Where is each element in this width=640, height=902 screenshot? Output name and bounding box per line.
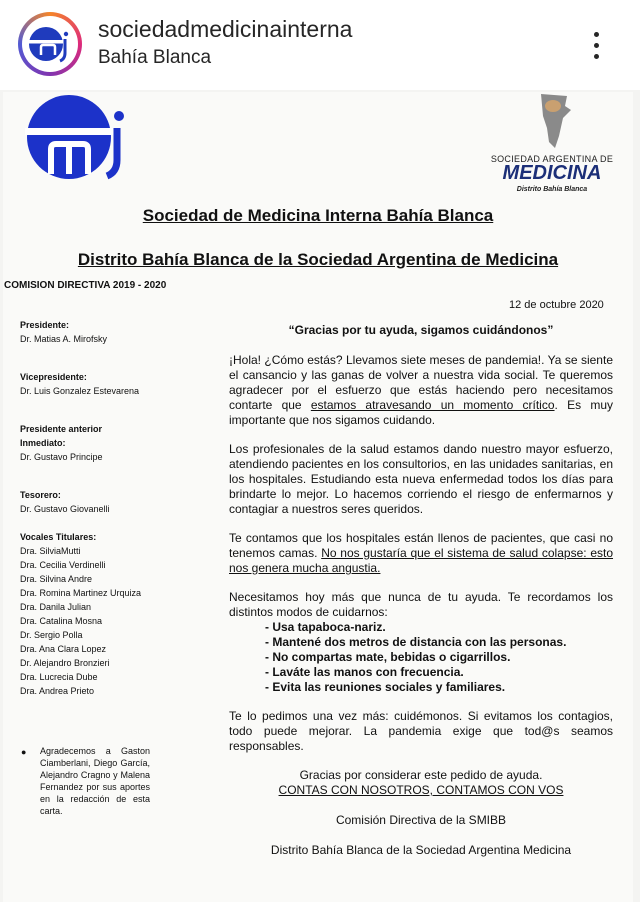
signature-2: Distrito Bahía Blanca de la Sociedad Argentina Medicina	[270, 843, 572, 857]
paragraph-5: Te lo pedimos una vez más: cuidémonos. Si evitamos los contagios, todo puede mejorar. La pandemia exige que tod@s seamos responsables.	[229, 709, 613, 753]
letter-quote: “Gracias por tu ayuda, sigamos cuidándonos”	[288, 323, 554, 337]
paragraph-text: . Es muy importante que nos sigamos cuidando.	[229, 398, 613, 427]
letter-title: Sociedad de Medicina Interna Bahía Blanca	[142, 206, 494, 225]
vocal-item: Dr. Sergio Polla	[20, 630, 83, 640]
bullet-icon: ●	[21, 747, 27, 757]
paragraph-1	[229, 353, 613, 428]
sam-line2: MEDICINA	[502, 162, 602, 184]
closing-slogan: CONTAS CON NOSOTROS, CONTAMOS CON VOS	[278, 783, 564, 797]
letter-page	[3, 92, 633, 902]
letter-subtitle: Distrito Bahía Blanca de la Sociedad Argentina de Medicina	[77, 250, 559, 269]
care-item: - No compartas mate, bebidas o cigarrillos.	[265, 650, 511, 664]
vocal-item: Dra. Catalina Mosna	[20, 616, 103, 626]
post-header	[0, 0, 640, 90]
username[interactable]: sociedadmedicinainterna	[98, 16, 353, 42]
sam-line3: Distrito Bahía Blanca	[516, 186, 588, 193]
vocal-item: Dra. Cecilia Verdinelli	[20, 560, 106, 570]
vocal-item: Dra. Danila Julian	[20, 602, 92, 612]
board-member: Dr. Luis Gonzalez Estevarena	[20, 386, 140, 396]
role-label: Vicepresidente:	[20, 372, 87, 382]
board-list	[20, 318, 155, 698]
letter-date: 12 de octubre 2020	[509, 299, 604, 311]
vocal-item: Dra. Andrea Prieto	[20, 686, 95, 696]
role-label: Presidente anterior	[20, 424, 103, 434]
closing-line: Gracias por considerar este pedido de ayuda.	[299, 768, 543, 782]
avatar-inner	[22, 16, 78, 72]
sam-line1: SOCIEDAD ARGENTINA DE	[490, 154, 614, 164]
argentina-map-icon	[533, 92, 575, 150]
care-list	[265, 620, 613, 695]
care-item: - Usa tapaboca-nariz.	[265, 620, 386, 634]
vocal-item: Dra. Romina Martinez Urquiza	[20, 588, 142, 598]
acknowledgement: Agradecemos a Gaston Ciamberlani, Diego García, Alejandro Cragno y Malena Fernandez por sus aportes en la redacción de esta carta.	[40, 746, 150, 816]
more-options-icon[interactable]	[582, 26, 612, 66]
paragraph-4: Necesitamos hoy más que nunca de tu ayuda. Te recordamos los distintos modos de cuidarnos:	[229, 590, 613, 619]
role-label: Inmediato:	[20, 438, 66, 448]
role-label: Presidente:	[20, 320, 70, 330]
profile-avatar[interactable]	[18, 12, 82, 76]
care-item: - Evita las reuniones sociales y familiares.	[265, 680, 506, 694]
paragraph-3	[229, 531, 613, 576]
vocal-item: Dra. SilviaMutti	[20, 546, 81, 556]
signature-1: Comisión Directiva de la SMIBB	[335, 813, 507, 827]
board-member: Dr. Gustavo Giovanelli	[20, 504, 110, 514]
role-label: Vocales Titulares:	[20, 532, 97, 542]
paragraph-2: Los profesionales de la salud estamos dando nuestro mayor esfuerzo, atendiendo pacientes en los consultorios, en las unidades sanitarias, en los hospitales. Estudiando esta nueva enfermedad todos los días para brindarte lo mejor. Lo hacemos corriendo el riesgo de enfermarnos y contagiar a nuestros seres queridos.	[229, 442, 613, 516]
vocal-item: Dra. Ana Clara Lopez	[20, 644, 107, 654]
location-label[interactable]: Bahía Blanca	[98, 47, 212, 68]
underlined-text: estamos atravesando un momento crítico	[310, 398, 555, 412]
smi-logo	[21, 94, 133, 180]
vocal-item: Dra. Lucrecia Dube	[20, 672, 98, 682]
sam-logo	[473, 92, 623, 202]
smi-logo-icon	[27, 21, 73, 67]
post-image	[0, 90, 640, 902]
role-label: Tesorero:	[20, 490, 61, 500]
care-item: - Laváte las manos con frecuencia.	[265, 665, 464, 679]
board-member: Dr. Matias A. Mirofsky	[20, 334, 108, 344]
underlined-text: No nos gustaría que el sistema de salud colapse: esto nos genera mucha angustia.	[229, 546, 614, 575]
paragraph-text: ¡Hola! ¿Cómo estás? Llevamos siete meses de pandemia!. Ya se siente el cansancio y las ganas de volver a nuestra vida social. Te queremos agradecer por el esfuerzo que estás haciendo pero necesitamos contarte que	[229, 353, 613, 412]
paragraph-text: Te contamos que los hospitales están llenos de pacientes, que casi no tenemos camas.	[229, 531, 613, 560]
care-item: - Mantené dos metros de distancia con las personas.	[265, 635, 567, 649]
board-member: Dr. Gustavo Principe	[20, 452, 103, 462]
vocal-item: Dr. Alejandro Bronzieri	[20, 658, 110, 668]
comision-heading: COMISION DIRECTIVA 2019 - 2020	[4, 280, 167, 291]
vocal-item: Dra. Silvina Andre	[20, 574, 93, 584]
letter-body	[229, 318, 613, 858]
